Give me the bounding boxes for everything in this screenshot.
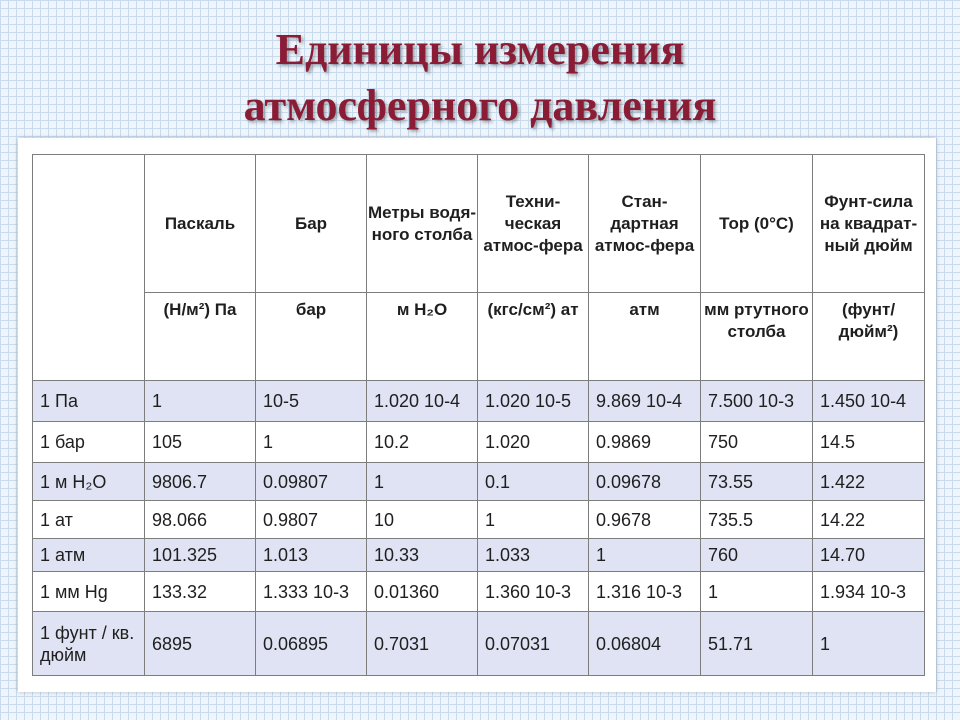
table-card (18, 138, 936, 692)
table-cell: 14.22 (813, 501, 925, 539)
table-cell: 0.07031 (478, 612, 589, 676)
header-water-meters: Метры водя-ного столба (367, 155, 478, 293)
table-cell: 101.325 (145, 539, 256, 572)
corner-cell (33, 155, 145, 381)
table-cell: 14.5 (813, 422, 925, 463)
table-cell: 1.360 10-3 (478, 572, 589, 612)
table-row (33, 612, 925, 676)
table-cell: 10 (367, 501, 478, 539)
table-row (33, 422, 925, 463)
table-cell: 735.5 (701, 501, 813, 539)
table-cell: 1.316 10-3 (589, 572, 701, 612)
table-cell: 14.70 (813, 539, 925, 572)
table-cell: 1 (256, 422, 367, 463)
table-cell: 1.020 10-5 (478, 381, 589, 422)
table-cell: 0.9678 (589, 501, 701, 539)
table-cell: 1.333 10-3 (256, 572, 367, 612)
row-header: 1 атм (33, 539, 145, 572)
table-cell: 0.1 (478, 463, 589, 501)
table-cell: 1.934 10-3 (813, 572, 925, 612)
unit-pascal: (Н/м²) Па (145, 293, 256, 381)
header-bar: Бар (256, 155, 367, 293)
table-cell: 9.869 10-4 (589, 381, 701, 422)
row-header: 1 бар (33, 422, 145, 463)
row-header: 1 мм Hg (33, 572, 145, 612)
table-cell: 0.7031 (367, 612, 478, 676)
table-cell: 0.06804 (589, 612, 701, 676)
table-cell: 1 (367, 463, 478, 501)
table-row (33, 572, 925, 612)
table-cell: 1.450 10-4 (813, 381, 925, 422)
title-line-1: Единицы измерения (275, 25, 685, 74)
table-cell: 1.020 (478, 422, 589, 463)
header-psi: Фунт-сила на квадрат-ный дюйм (813, 155, 925, 293)
row-header: 1 ат (33, 501, 145, 539)
unit-technical-atm: (кгс/см²) ат (478, 293, 589, 381)
unit-torr: мм ртутного столба (701, 293, 813, 381)
header-standard-atm: Стан-дартная атмос-фера (589, 155, 701, 293)
row-header: 1 фунт / кв. дюйм (33, 612, 145, 676)
title-line-2: атмосферного давления (243, 81, 717, 130)
table-cell: 1 (813, 612, 925, 676)
unit-psi: (фунт/ дюйм²) (813, 293, 925, 381)
header-row (33, 155, 925, 293)
table-cell: 0.9807 (256, 501, 367, 539)
table-cell: 1.033 (478, 539, 589, 572)
unit-bar: бар (256, 293, 367, 381)
header-pascal: Паскаль (145, 155, 256, 293)
unit-water-meters: м H₂O (367, 293, 478, 381)
table-cell: 1 (478, 501, 589, 539)
table-cell: 9806.7 (145, 463, 256, 501)
table-cell: 0.01360 (367, 572, 478, 612)
units-row (33, 293, 925, 381)
table-row (33, 539, 925, 572)
table-cell: 1 (145, 381, 256, 422)
table-row (33, 501, 925, 539)
table-cell: 10.2 (367, 422, 478, 463)
table-cell: 1.013 (256, 539, 367, 572)
table-cell: 750 (701, 422, 813, 463)
table-cell: 0.09678 (589, 463, 701, 501)
row-header: 1 Па (33, 381, 145, 422)
table-cell: 760 (701, 539, 813, 572)
table-cell: 1.020 10-4 (367, 381, 478, 422)
table-cell: 73.55 (701, 463, 813, 501)
table-cell: 1 (701, 572, 813, 612)
page-title (0, 22, 960, 134)
table-cell: 0.09807 (256, 463, 367, 501)
row-header: 1 м H₂O (33, 463, 145, 501)
header-torr: Тор (0°C) (701, 155, 813, 293)
table-cell: 51.71 (701, 612, 813, 676)
table-cell: 133.32 (145, 572, 256, 612)
table-cell: 98.066 (145, 501, 256, 539)
conversion-table (32, 154, 925, 676)
table-cell: 1 (589, 539, 701, 572)
table-row (33, 463, 925, 501)
table-cell: 10-5 (256, 381, 367, 422)
header-technical-atm: Техни-ческая атмос-фера (478, 155, 589, 293)
unit-standard-atm: атм (589, 293, 701, 381)
table-cell: 6895 (145, 612, 256, 676)
table-cell: 105 (145, 422, 256, 463)
table-cell: 10.33 (367, 539, 478, 572)
table-cell: 7.500 10-3 (701, 381, 813, 422)
table-cell: 1.422 (813, 463, 925, 501)
table-cell: 0.06895 (256, 612, 367, 676)
table-row (33, 381, 925, 422)
table-cell: 0.9869 (589, 422, 701, 463)
